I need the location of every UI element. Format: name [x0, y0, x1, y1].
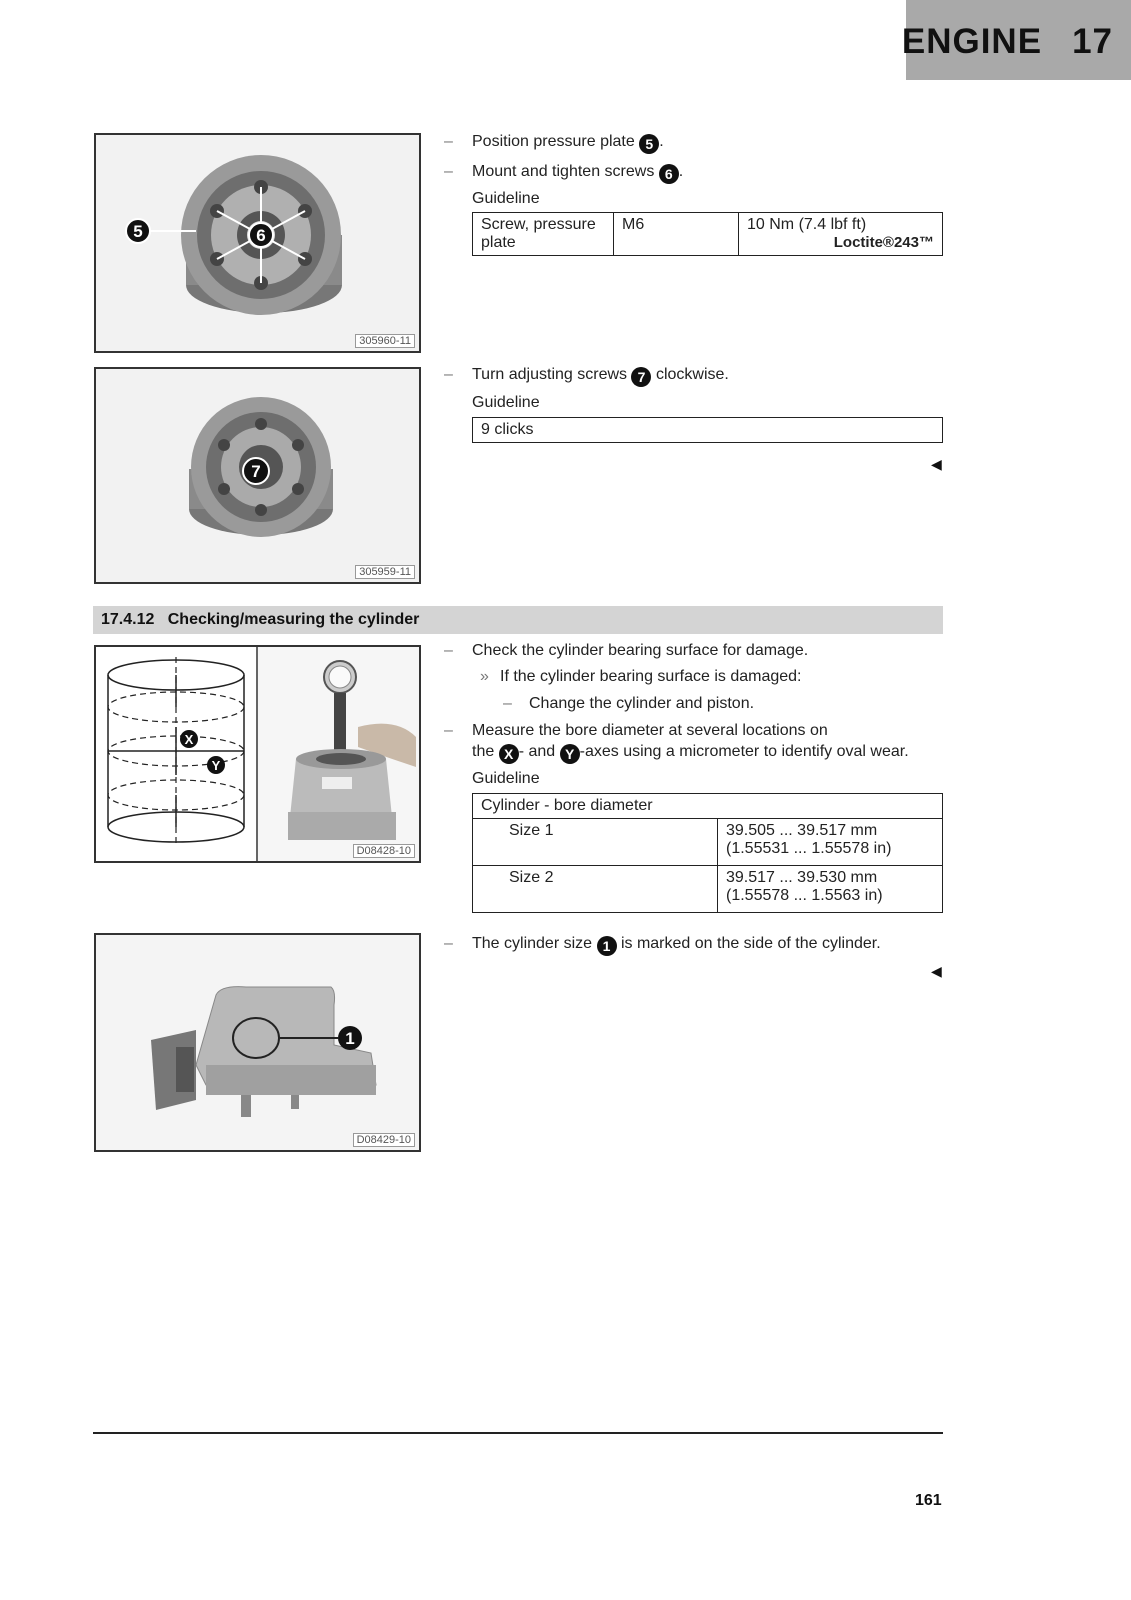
- step-position-pressure-plate: – Position pressure plate 5 .: [444, 133, 664, 152]
- end-marker-icon: ◀: [931, 963, 942, 979]
- ref-x-icon: X: [499, 744, 519, 764]
- guideline-label: Guideline: [472, 190, 540, 207]
- callout-6-label: 6: [256, 226, 266, 245]
- figure-bore-measurement: [94, 645, 421, 863]
- bore-diameter-table: [472, 793, 943, 913]
- page-number: 161: [915, 1492, 942, 1509]
- step-measure-bore-line2: the X - and Y -axes using a micrometer to identify oval wear.: [472, 743, 909, 762]
- table-row: [473, 213, 943, 256]
- table-cell: M6: [614, 213, 739, 256]
- callout-x: [180, 730, 198, 748]
- clicks-table: [472, 417, 943, 443]
- adjusting-screws-illustration: [96, 369, 419, 582]
- section-heading: [101, 611, 419, 629]
- table-row: [473, 819, 943, 866]
- table-cell: 10 Nm (7.4 lbf ft) Loctite®243™: [739, 213, 943, 256]
- table-row: [473, 418, 943, 443]
- figure-code: D08428-10: [353, 844, 415, 858]
- chapter-header-box: [901, 0, 1131, 80]
- table-header-row: [473, 794, 943, 819]
- callout-1: [338, 1026, 362, 1050]
- end-marker-icon: ◀: [931, 456, 942, 472]
- footer-rule: [93, 1432, 943, 1434]
- callout-5-label: 5: [133, 222, 143, 241]
- figure-code: D08429-10: [353, 1133, 415, 1147]
- callout-x-label: X: [184, 732, 194, 747]
- step-check-bearing-surface: – Check the cylinder bearing surface for damage.: [444, 642, 809, 659]
- bore-measurement-illustration: [96, 647, 419, 861]
- section-number: 17.4.12: [101, 611, 155, 628]
- table-header: Cylinder - bore diameter: [473, 794, 943, 819]
- table-cell: Size 2: [473, 866, 718, 913]
- table-row: [473, 866, 943, 913]
- callout-7: [243, 458, 269, 484]
- step-mount-screws: – Mount and tighten screws 6 .: [444, 163, 684, 182]
- step-cylinder-size-mark: – The cylinder size 1 is marked on the side of the cylinder.: [444, 935, 881, 954]
- figure-code: 305960-11: [355, 334, 415, 348]
- ref-1-icon: 1: [597, 936, 617, 956]
- cylinder-size-illustration: [96, 935, 419, 1150]
- pressure-plate-illustration: [96, 135, 419, 351]
- chapter-title: ENGINE: [901, 22, 1043, 61]
- step-measure-bore: – Measure the bore diameter at several locations on: [444, 722, 828, 739]
- ref-y-icon: Y: [560, 744, 580, 764]
- guideline-label: Guideline: [472, 770, 540, 787]
- chapter-number: 17: [1072, 22, 1113, 61]
- table-cell: 39.517 ... 39.530 mm (1.55578 ... 1.5563 in): [718, 866, 943, 913]
- figure-pressure-plate: [94, 133, 421, 353]
- callout-y: [207, 756, 225, 774]
- condition-damaged: » If the cylinder bearing surface is damaged:: [480, 668, 802, 685]
- ref-7-icon: 7: [631, 367, 651, 387]
- action-change-cylinder: – Change the cylinder and piston.: [503, 695, 755, 712]
- table-cell: 39.505 ... 39.517 mm (1.55531 ... 1.55578 in): [718, 819, 943, 866]
- torque-table: [472, 212, 943, 256]
- ref-5-icon: 5: [639, 134, 659, 154]
- step-turn-adjusting-screws: – Turn adjusting screws 7 clockwise.: [444, 366, 729, 385]
- callout-5: [126, 219, 150, 243]
- callout-7-label: 7: [251, 462, 261, 481]
- table-cell: 9 clicks: [473, 418, 943, 443]
- guideline-label: Guideline: [472, 394, 540, 411]
- figure-adjusting-screws: [94, 367, 421, 584]
- figure-code: 305959-11: [355, 565, 415, 579]
- callout-y-label: Y: [211, 758, 221, 773]
- section-title: Checking/measuring the cylinder: [167, 611, 420, 628]
- loctite-label: Loctite®243™: [833, 234, 934, 251]
- table-cell: Size 1: [473, 819, 718, 866]
- ref-6-icon: 6: [659, 164, 679, 184]
- callout-1-label: 1: [345, 1029, 355, 1048]
- callout-6: [249, 223, 273, 247]
- chapter-header: [902, 22, 1113, 62]
- figure-cylinder-size-mark: [94, 933, 421, 1152]
- table-cell: Screw, pressure plate: [473, 213, 614, 256]
